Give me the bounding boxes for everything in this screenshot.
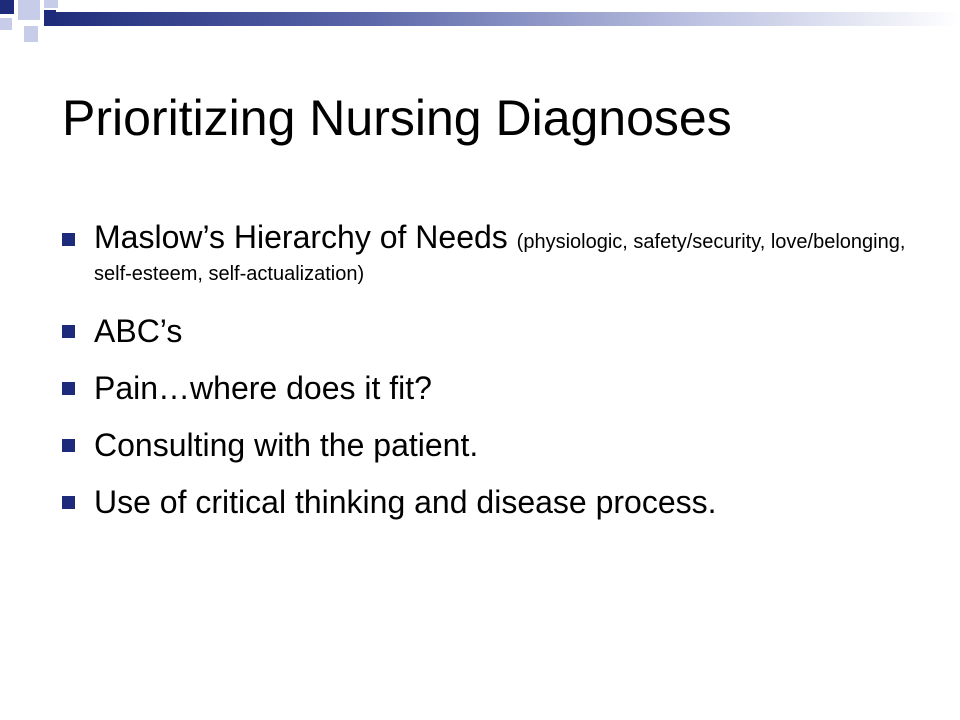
bullet-item [62,218,922,290]
slide-title: Prioritizing Nursing Diagnoses [62,90,732,146]
bullet-item [62,483,922,521]
bullet-text: Maslow’s Hierarchy of Needs [94,219,517,255]
square-bullet-icon [62,439,75,452]
decor-square-lavender [24,26,38,42]
decor-square-lavender [44,0,58,8]
square-bullet-icon [62,382,75,395]
bullet-subtext: (physiologic, safety/security, love/belonging, self-esteem, self-actualization) [94,231,906,285]
square-bullet-icon [62,233,75,246]
bullet-text: Consulting with the patient. [94,427,479,463]
bullet-item [62,312,922,350]
decor-square-lavender [0,18,12,30]
bullet-text: ABC’s [94,313,183,349]
bullet-text: Use of critical thinking and disease process. [94,484,717,520]
square-bullet-icon [62,496,75,509]
decor-square-navy [0,0,14,14]
bullet-item [62,369,922,407]
decor-square-lavender [18,0,40,20]
header-gradient-bar [44,12,960,26]
square-bullet-icon [62,325,75,338]
bullet-item [62,426,922,464]
decor-square-navy [44,10,56,22]
bullet-text: Pain…where does it fit? [94,370,432,406]
bullet-list [62,218,922,521]
